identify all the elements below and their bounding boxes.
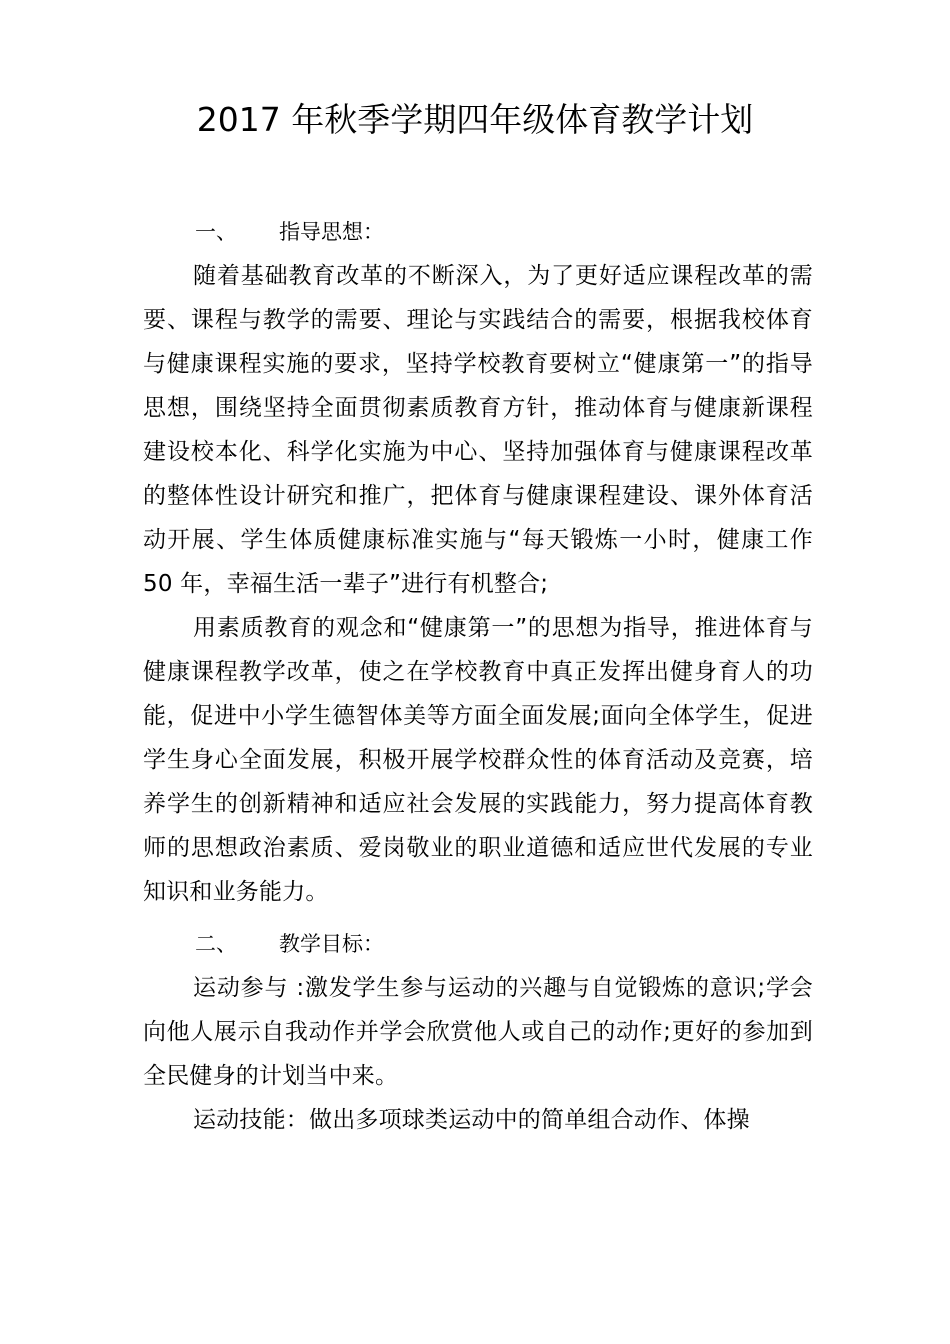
paragraph: 随着基础教育改革的不断深入，为了更好适应课程改革的需要、课程与教学的需要、理论与实践结合的需要，根据我校体育与健康课程实施的要求，坚持学校教育要树立“健康第一”的指导思想，围绕坚持全面贯彻素质教育方针，推动体育与健康新课程建设校本化、科学化实施为中心、坚持加强体育与健康课程改革的整体性设计研究和推广，把体育与健康课程建设、课外体育活动开展、学生体质健康标准实施与“每天锻炼一小时，健康工作 50 年，幸福生活一辈子”进行有机整合;: [143, 263, 813, 597]
section-heading-guiding-ideology: [143, 210, 813, 254]
paragraph: 用素质教育的观念和“健康第一”的思想为指导，推进体育与健康课程教学改革，使之在学校教育中真正发挥出健身育人的功能，促进中小学生德智体美等方面全面发展;面向全体学生，促进学生身心全面发展，积极开展学校群众性的体育活动及竞赛，培养学生的创新精神和适应社会发展的实践能力，努力提高体育教师的思想政治素质、爱岗敬业的职业道德和适应世代发展的专业知识和业务能力。: [143, 615, 813, 905]
section-heading-text: 指导思想：: [279, 220, 384, 244]
section-gap: [143, 914, 813, 922]
document-body: [143, 210, 813, 1142]
section-number: 二、: [195, 932, 237, 956]
paragraph: 运动参与 :激发学生参与运动的兴趣与自觉锻炼的意识;学会向他人展示自我动作并学会欣赏他人或自己的动作;更好的参加到全民健身的计划当中来。: [143, 975, 813, 1089]
document-title: 2017 年秋季学期四年级体育教学计划: [196, 100, 754, 139]
section-heading-teaching-goals: [143, 922, 813, 966]
section-heading-text: 教学目标：: [279, 932, 384, 956]
paragraph: 运动技能：做出多项球类运动中的简单组合动作、体操: [193, 1107, 750, 1133]
section-number: 一、: [195, 220, 237, 244]
